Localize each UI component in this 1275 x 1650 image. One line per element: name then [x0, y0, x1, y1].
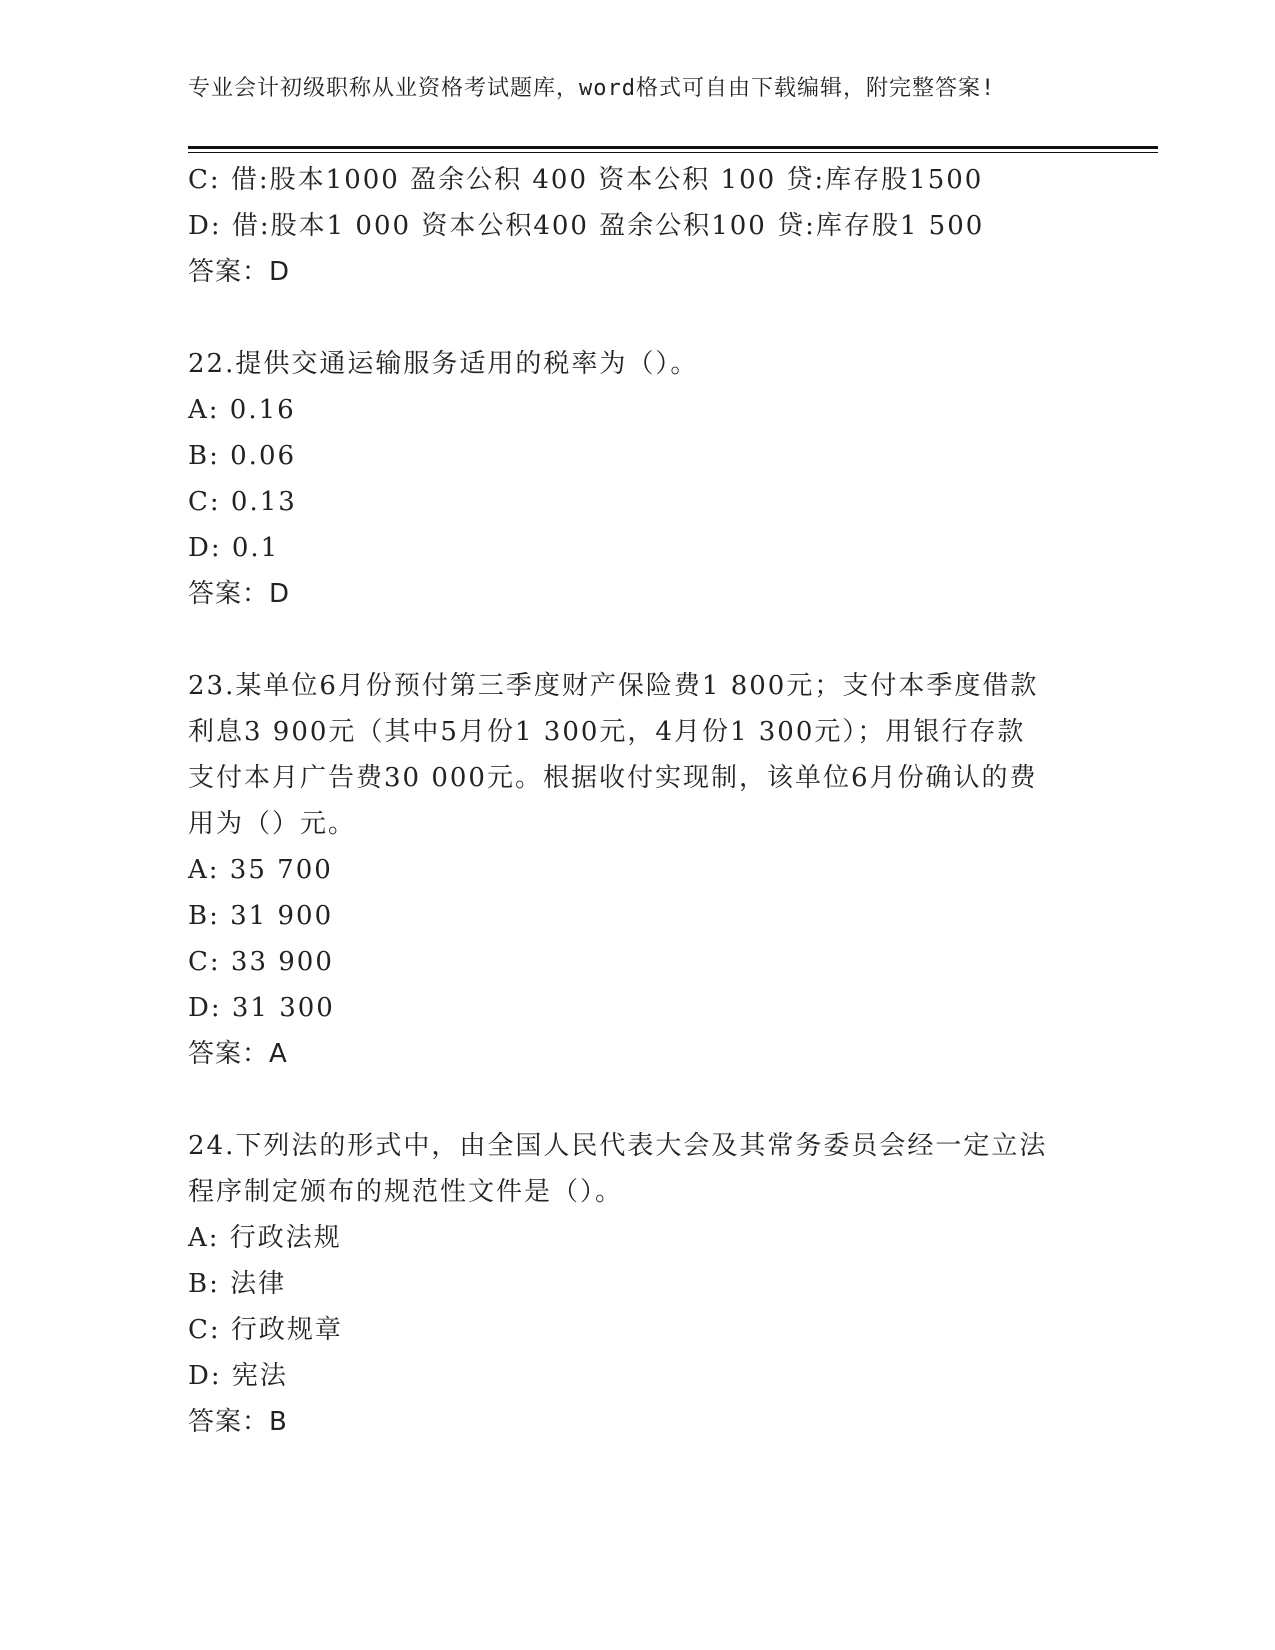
spacer	[188, 295, 1088, 341]
option-c: C: 借:股本1000 盈余公积 400 资本公积 100 贷:库存股1500	[188, 165, 984, 195]
option-a: A: 0.16	[188, 395, 296, 425]
option-b: B: 31 900	[188, 901, 334, 931]
question-stem: 23.某单位6月份预付第三季度财产保险费1 800元；支付本季度借款	[188, 671, 1039, 701]
spacer	[188, 617, 1088, 663]
question-stem: 24.下列法的形式中，由全国人民代表大会及其常务委员会经一定立法	[188, 1131, 1048, 1161]
question-23	[188, 663, 1088, 1077]
answer-line: 答案：D	[188, 579, 291, 609]
option-c: C: 行政规章	[188, 1315, 343, 1345]
option-c: C: 0.13	[188, 487, 297, 517]
option-b: B: 0.06	[188, 441, 297, 471]
question-24	[188, 1123, 1088, 1445]
answer-line: 答案：B	[188, 1407, 288, 1437]
question-stem: 用为（）元。	[188, 809, 357, 839]
answer-line: 答案：D	[188, 257, 291, 287]
question-stem: 程序制定颁布的规范性文件是（）。	[188, 1177, 624, 1207]
option-d: D: 宪法	[188, 1361, 288, 1391]
option-d: D: 31 300	[188, 993, 335, 1023]
option-a: A: 35 700	[188, 855, 333, 885]
header-rule-thin	[188, 152, 1158, 153]
document-body	[188, 157, 1088, 1445]
answer-line: 答案：A	[188, 1039, 288, 1069]
header-rule-thick	[188, 146, 1158, 149]
option-d: D: 借:股本1 000 资本公积400 盈余公积100 贷:库存股1 500	[188, 211, 985, 241]
question-stem: 利息3 900元（其中5月份1 300元，4月份1 300元）；用银行存款	[188, 717, 1026, 747]
question-stem: 22.提供交通运输服务适用的税率为（）。	[188, 349, 699, 379]
option-d: D: 0.1	[188, 533, 280, 563]
question-stem: 支付本月广告费30 000元。根据收付实现制，该单位6月份确认的费	[188, 763, 1038, 793]
option-c: C: 33 900	[188, 947, 334, 977]
page-header: 专业会计初级职称从业资格考试题库，word格式可自由下载编辑，附完整答案!	[188, 76, 996, 101]
option-a: A: 行政法规	[188, 1223, 342, 1253]
question-22	[188, 341, 1088, 617]
option-b: B: 法律	[188, 1269, 287, 1299]
spacer	[188, 1077, 1088, 1123]
question-21-continuation	[188, 157, 1088, 295]
